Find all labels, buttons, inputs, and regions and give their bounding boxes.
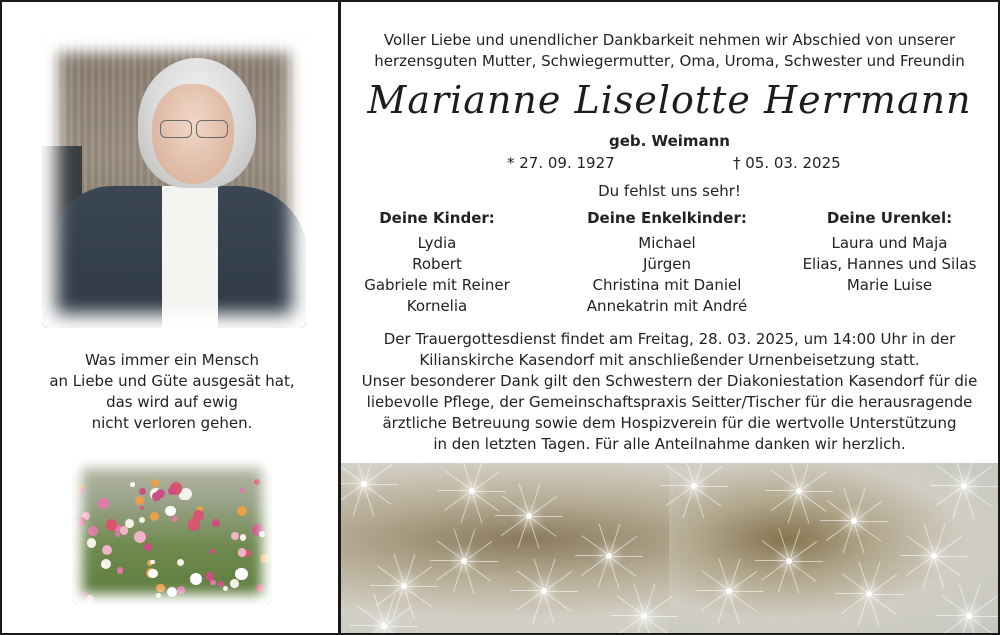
family-heading: Deine Kinder: bbox=[379, 209, 495, 227]
thanks-line: ärztliche Betreuung sowie dem Hospizverein für die wertvolle Unterstützung bbox=[382, 414, 957, 432]
death-date: † 05. 03. 2025 bbox=[733, 154, 841, 172]
family-great-grandchildren bbox=[802, 208, 977, 296]
family-children bbox=[352, 208, 522, 317]
dandelion-photo bbox=[341, 463, 998, 633]
service-line: Der Trauergottesdienst findet am Freitag, 28. 03. 2025, um 14:00 Uhr in der bbox=[383, 330, 956, 348]
intro-line: Voller Liebe und unendlicher Dankbarkeit nehmen wir Abschied von unserer bbox=[383, 31, 956, 49]
thanks-line: Unser besonderer Dank gilt den Schwestern der Diakoniestation Kasendorf für die bbox=[361, 372, 978, 390]
family-member: Laura und Maja bbox=[831, 234, 948, 252]
family-member: Jürgen bbox=[642, 255, 692, 273]
thanks-line: liebevolle Pflege, der Gemeinschaftspraxis Seitter/Tischer für die herausragende bbox=[366, 393, 973, 411]
family-member: Christina mit Daniel bbox=[592, 276, 742, 294]
funeral-service-text bbox=[341, 329, 998, 371]
miss-you-text: Du fehlst uns sehr! bbox=[598, 182, 741, 200]
family-heading: Deine Urenkel: bbox=[826, 209, 953, 227]
family-heading: Deine Enkelkinder: bbox=[587, 209, 747, 227]
memorial-quote bbox=[22, 350, 322, 434]
family-member: Robert bbox=[412, 255, 462, 273]
family-grandchildren bbox=[577, 208, 757, 317]
family-member: Annekatrin mit André bbox=[586, 297, 748, 315]
deceased-name: Marianne Liselotte Herrmann bbox=[367, 78, 972, 122]
family-member: Gabriele mit Reiner bbox=[364, 276, 510, 294]
intro-line: herzensguten Mutter, Schwiegermutter, Oma, Uroma, Schwester und Freundin bbox=[374, 52, 965, 70]
birth-date: * 27. 09. 1927 bbox=[507, 154, 615, 172]
family-member: Marie Luise bbox=[846, 276, 933, 294]
wildflower-photo bbox=[72, 458, 272, 604]
quote-line: Was immer ein Mensch bbox=[84, 351, 260, 369]
family-member: Michael bbox=[638, 234, 696, 252]
quote-line: das wird auf ewig bbox=[106, 393, 238, 411]
quote-line: an Liebe und Güte ausgesät hat, bbox=[49, 372, 295, 390]
family-member: Elias, Hannes und Silas bbox=[802, 255, 977, 273]
birth-name: geb. Weimann bbox=[608, 132, 730, 150]
quote-line: nicht verloren gehen. bbox=[91, 414, 253, 432]
thanks-line: in den letzten Tagen. Für alle Anteilnahme danken wir herzlich. bbox=[433, 435, 906, 453]
portrait-photo bbox=[42, 36, 306, 328]
thanks-text bbox=[341, 371, 998, 455]
service-line: Kilianskirche Kasendorf mit anschließender Urnenbeisetzung statt. bbox=[419, 351, 920, 369]
family-member: Lydia bbox=[417, 234, 457, 252]
intro-text bbox=[341, 30, 998, 72]
family-member: Kornelia bbox=[406, 297, 468, 315]
